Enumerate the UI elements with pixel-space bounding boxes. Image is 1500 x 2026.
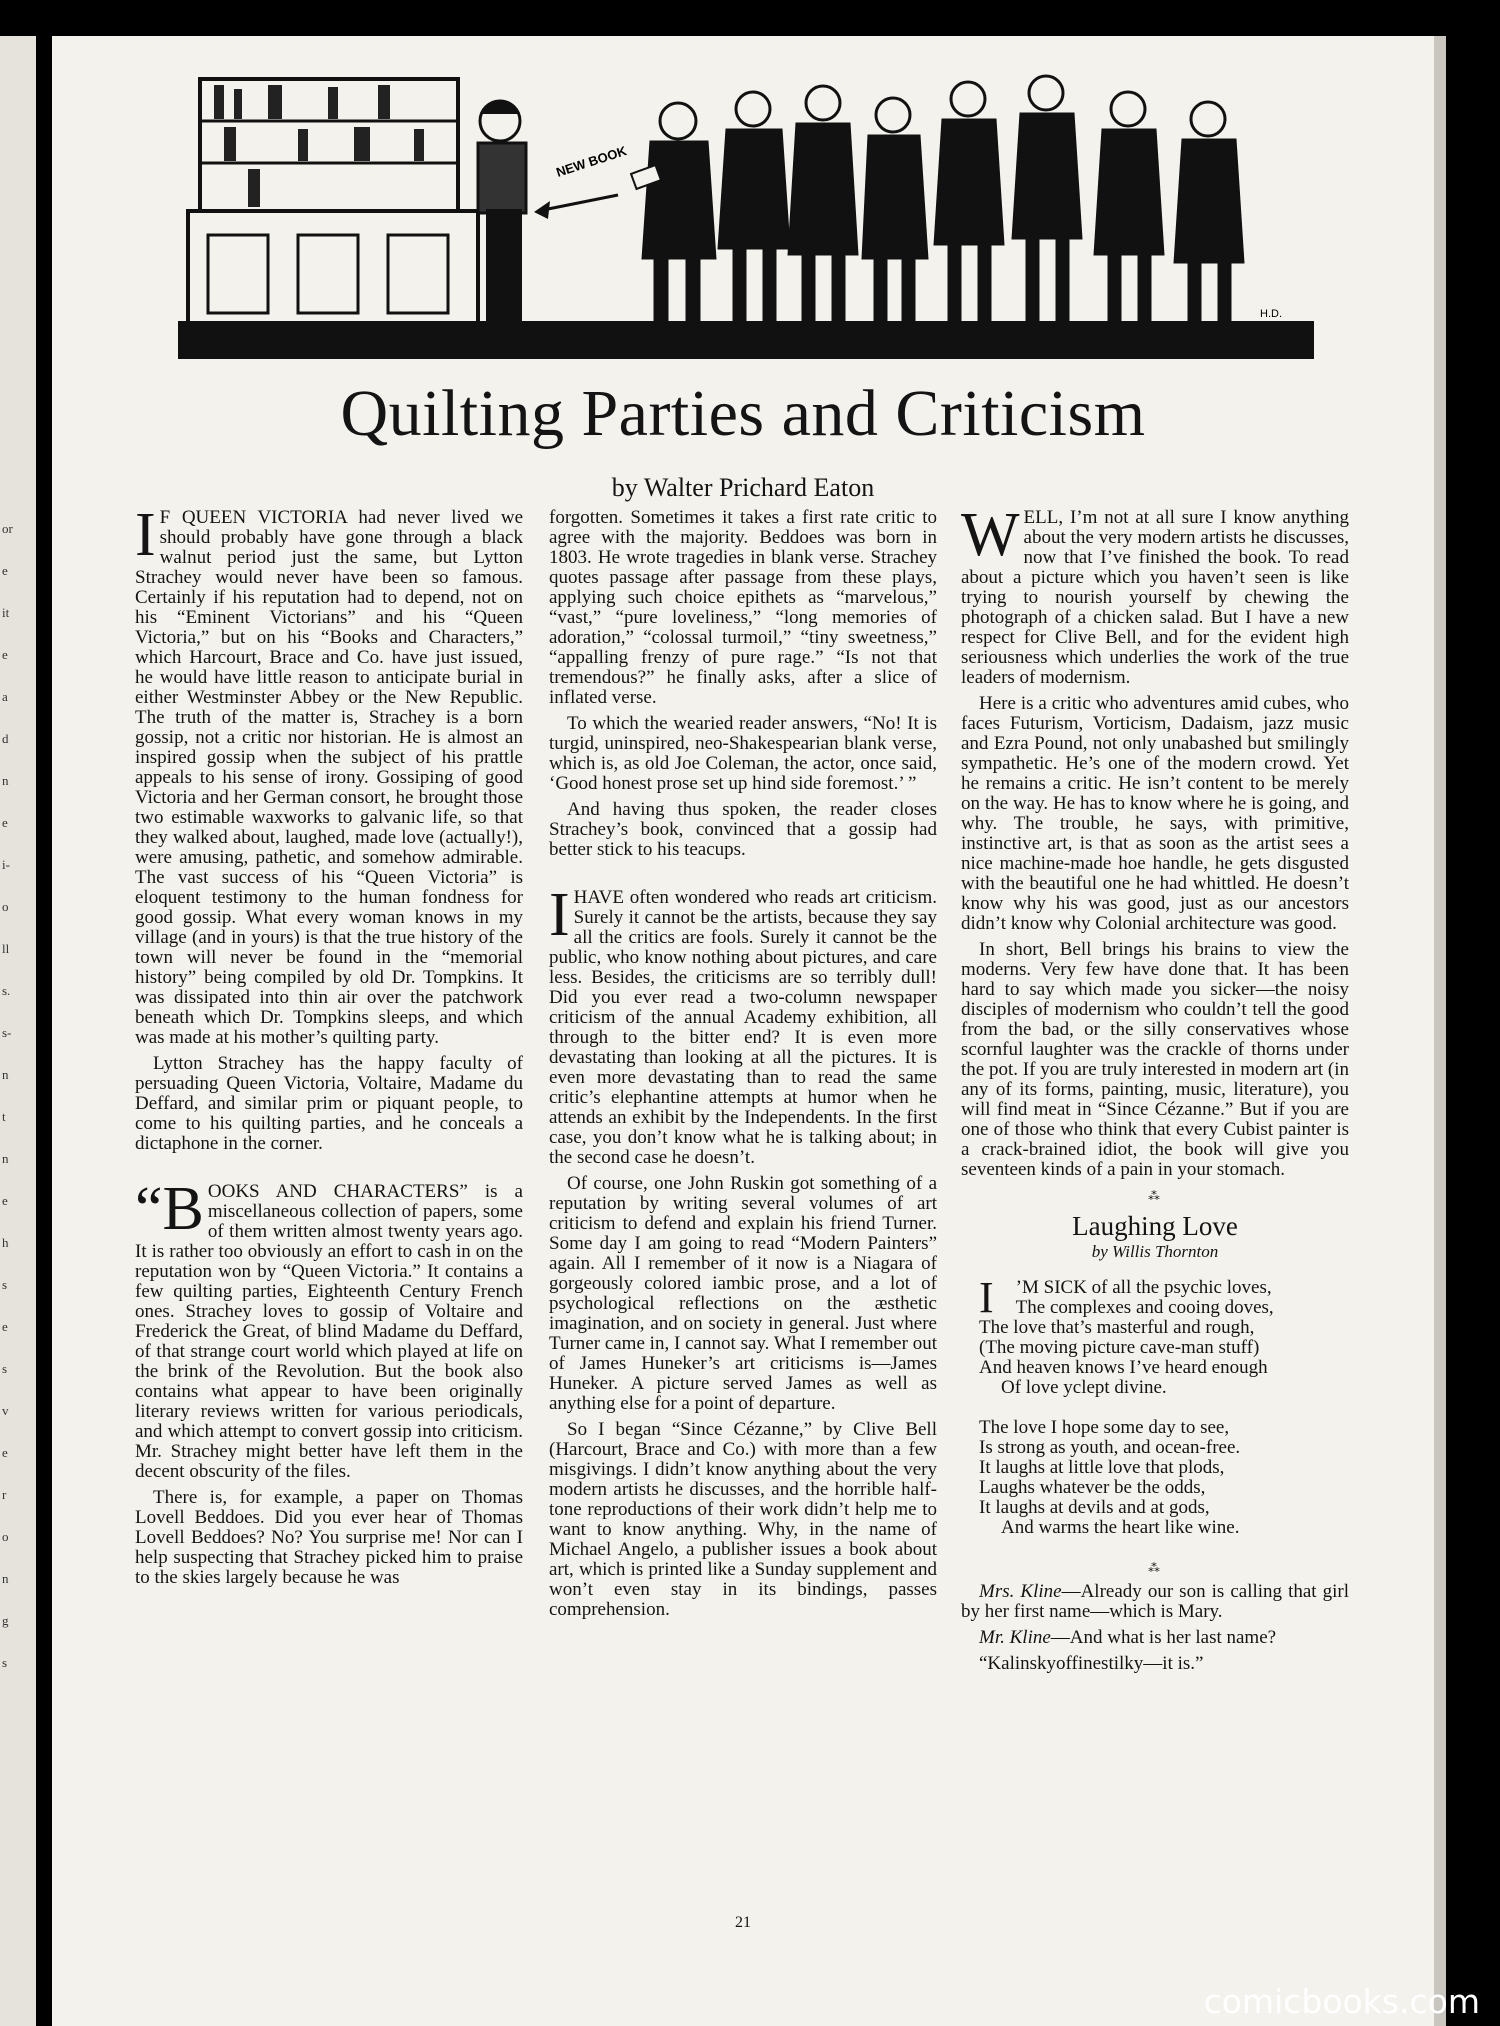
drop-cap: I <box>979 1273 994 1322</box>
speaker: Mr. Kline <box>979 1627 1051 1648</box>
poem-line: It laughs at little love that plods, <box>979 1457 1225 1478</box>
paragraph: Of course, one John Ruskin got something of a reputation by writing several volumes of art criticism to defend and explain his friend Turner. Some day I am going to read “Modern Painters” again. All I remember of it now is a Niagara of gorgeously colored iambic prose, and a lot of psychological reflections on the æsthetic imagination, and on society in general. Just where Turner came in, I cannot say. What I remember out of James Huneker’s art criticisms is—James Huneker. A picture served James as well as anything else for a point of departure. <box>549 1173 937 1414</box>
margin-letter: e <box>2 1445 8 1460</box>
margin-letter: n <box>2 1067 9 1082</box>
margin-letter: s. <box>2 983 11 998</box>
paragraph-text: HAVE often wondered who reads art criticism. Surely it cannot be the artists, because they say all the critics are fools. Surely it cannot be the public, who know nothing about pictures, and care less. Besides, the criticisms are so terribly dull! Did you ever read a two-column newspaper criticism of the annual Academy exhibition, all through to the bitter end? It is even more devastating than looking at all the pictures. It is even more devastating than to read the same critic’s elephantine attempts at humor when he attends an exhibit by the Independents. In the first case, you don’t know what he is talking about; in the second case he doesn’t. <box>549 887 937 1168</box>
drop-cap: W <box>961 501 1020 569</box>
margin-letter: ll <box>2 941 10 956</box>
drop-cap: I <box>135 501 156 569</box>
margin-letter: s <box>2 1361 8 1376</box>
margin-letter: e <box>2 1319 8 1334</box>
text-column-3 <box>961 501 1349 1680</box>
poem-line: And warms the heart like wine. <box>1001 1517 1240 1538</box>
margin-letter: t <box>2 1109 6 1124</box>
poem-stanza <box>961 1273 1349 1398</box>
margin-letter: e <box>2 815 8 830</box>
margin-letter: h <box>2 1235 9 1250</box>
margin-letter: i- <box>2 857 10 872</box>
joke-text: —Already our son is calling that girl by her first name—which is Mary. <box>961 1581 1349 1622</box>
article-title: Quilting Parties and Criticism <box>340 377 1146 450</box>
margin-letter: d <box>2 731 9 746</box>
paragraph: Lytton Strachey has the happy faculty of persuading Queen Victoria, Voltaire, Madame du Deffard, and similar prim or piquant people, to come to his quilting parties, and he conceals a dictaphone in the corner. <box>135 1053 523 1154</box>
left-page-edge <box>0 36 36 2026</box>
poem-line: (The moving picture cave-man stuff) <box>979 1337 1260 1358</box>
margin-letter: r <box>2 1487 7 1502</box>
margin-letter: it <box>2 605 10 620</box>
poem-byline: by Willis Thornton <box>1091 1242 1219 1261</box>
text-column-2 <box>549 508 937 1626</box>
paragraph: There is, for example, a paper on Thomas Lovell Beddoes. Did you ever hear of Thomas Lovell Beddoes? No? You surprise me! Nor can I help suspecting that Strachey picked him to praise to the skies largely because he was <box>135 1487 523 1588</box>
speaker: Mrs. Kline <box>979 1581 1062 1602</box>
watermark: comicbooks.com <box>1203 1982 1480 2021</box>
margin-letter: s <box>2 1655 8 1670</box>
section-ornament: ⁂ <box>1148 1561 1162 1575</box>
poem-line: It laughs at devils and at gods, <box>979 1497 1210 1518</box>
poem-title: Laughing Love <box>1072 1211 1238 1241</box>
poem-line: The love I hope some day to see, <box>979 1417 1230 1438</box>
paragraph: So I began “Since Cézanne,” by Clive Bell (Harcourt, Brace and Co.) with more than a few misgivings. I didn’t know anything about the very modern artists he discusses, and the horrible half-tone reproductions of their work didn’t help me to want to know anything. Why, in the name of Michael Angelo, a publisher issues a book about art, which is printed like a Sunday supplement and won’t even stay in its bindings, passes comprehension. <box>549 1419 937 1620</box>
section-ornament: ⁂ <box>1148 1189 1162 1203</box>
margin-letter: s- <box>2 1025 12 1040</box>
drop-cap: I <box>549 881 570 949</box>
paragraph <box>135 1175 523 1482</box>
illustration-caption: NEW BOOK <box>554 143 629 180</box>
joke-line <box>961 1628 1349 1648</box>
margin-letter: e <box>2 1193 8 1208</box>
paragraph: forgotten. Sometimes it takes a first rate critic to agree with the majority. Beddoes was born in 1803. He wrote tragedies in blank verse. Strachey quotes passage after passage from these plays, applying such choice epithets as “marvelous,” “vast,” “pure loveliness,” “long memories of adoration,” “colossal turmoil,” “tiny sweetness,” “appalling frenzy of pure rage.” “Is not that tremendous?” he finally asks, after a slice of inflated verse. <box>549 507 937 708</box>
margin-letter: a <box>2 689 8 704</box>
margin-letter: n <box>2 1151 9 1166</box>
paragraph: And having thus spoken, the reader closes Strachey’s book, convinced that a gossip had better stick to his teacups. <box>549 799 937 860</box>
margin-letter: or <box>2 521 13 536</box>
page-gutter <box>1434 36 1446 2026</box>
paragraph-text: OOKS AND CHARACTERS” is a miscellaneous collection of papers, some of them written almost twenty years ago. It is rather too obviously an effort to cash in on the reputation won by “Queen Victoria.” It contains a few quilting parties, Eighteenth Century French ones. Strachey loves to gossip of Voltaire and Frederick the Great, of blind Madame du Deffard, of that strange court world which played at life on the brink of the Revolution. But the book also contains what appear to have been originally literary reviews written for various periodicals, and which attempt to convert gossip into criticism. Mr. Strachey might better have left them in the decent obscurity of the files. <box>135 1181 523 1482</box>
margin-letter: v <box>2 1403 9 1418</box>
header-illustration <box>178 59 1314 359</box>
poem-stanza <box>961 1418 1349 1538</box>
paragraph <box>135 501 523 1048</box>
paragraph: To which the wearied reader answers, “No! It is turgid, uninspired, neo-Shakespearian blank verse, which is, as old Joe Coleman, the actor, once said, ‘Good honest prose set up hind side foremost.’ ” <box>549 713 937 794</box>
paragraph-text: F QUEEN VICTORIA had never lived we should probably have gone through a black walnut period just the same, but Lytton Strachey would never have been so famous. Certainly if his reputation had to depend, not on his “Eminent Victorians” and his “Queen Victoria,” but on his “Books and Characters,” which Harcourt, Brace and Co. have just issued, he would have little reason to anticipate burial in either Westminster Abbey or the New Republic. The truth of the matter is, Strachey is a born gossip, not a critic nor historian. He is almost an inspired gossip when the subject of his prattle appeals to his sense of irony. Gossiping of good Victoria and her German consort, he brought those two estimable waxworks to galvanic life, so that they walked about, laughed, made love (actually!), were amusing, pathetic, and somehow admirable. The vast success of his “Queen Victoria” is eloquent testimony to the human fondness for good gossip. What every woman knows in my village (and in yours) is that the true history of the town will never be found in the “memorial history” being compiled by old Dr. Tompkins. It was dissipated into thin air over the patchwork beneath which Dr. Tompkins sleeps, and which was made at his mother’s quilting party. <box>135 507 523 1048</box>
joke-text: —And what is her last name? <box>1050 1627 1277 1648</box>
poem-line: The love that’s masterful and rough, <box>979 1317 1255 1338</box>
paragraph-text: ELL, I’m not at all sure I know anything about the very modern artists he discusses, now that I’ve finished the book. To read about a picture which you haven’t seen is like trying to nourish yourself by chewing the photograph of a chicken salad. But I have a new respect for Clive Bell, and for the evident high seriousness which underlies the work of the true leaders of modernism. <box>961 507 1349 688</box>
artist-signature: H.D. <box>1260 308 1282 320</box>
margin-letter: e <box>2 563 8 578</box>
drop-cap: “B <box>135 1175 204 1243</box>
poem <box>961 1273 1349 1538</box>
page-number: 21 <box>735 1914 751 1931</box>
margin-letter: o <box>2 899 9 914</box>
magazine-page <box>52 36 1434 2026</box>
text-column-1 <box>135 501 523 1594</box>
margin-letter: n <box>2 1571 9 1586</box>
poem-line: Laughs whatever be the odds, <box>979 1477 1206 1498</box>
paragraph: Here is a critic who adventures amid cubes, who faces Futurism, Vorticism, Dadaism, jazz music and Ezra Pound, not only unabashed but smilingly sympathetic. He’s one of the modern crowd. Yet he remains a critic. He isn’t content to be merely on the way. He has to know where he is going, and why. The trouble, he says, with primitive, instinctive art, is that as soon as the artist sees a nice machine-made hoe handle, he gets disgusted with the beautiful one he had whittled. He doesn’t know why his was good, just as our ancestors didn’t know why Colonial architecture was good. <box>961 693 1349 934</box>
joke-line: “Kalinskyoffinestilky—it is.” <box>979 1653 1204 1674</box>
paragraph <box>961 501 1349 688</box>
margin-letter: n <box>2 773 9 788</box>
paragraph: In short, Bell brings his brains to view the moderns. Very few have done that. It has been hard to say which made you sicker—the noisy disciples of modernism who couldn’t tell the good from the bad, or the silly conservatives whose scornful laughter was the crackle of thorns under the pot. If you are truly interested in modern art (in any of its forms, painting, music, literature), you will find meat in “Since Cézanne.” But if you are one of those who think that every Cubist painter is a crack-brained idiot, the book will give you seventeen kinds of a pain in your stomach. <box>961 939 1349 1180</box>
margin-letter: o <box>2 1529 9 1544</box>
article-byline: by Walter Prichard Eaton <box>611 473 875 502</box>
paragraph <box>549 881 937 1168</box>
poem-line-text: ’M SICK of all the psychic loves, <box>1015 1277 1272 1298</box>
poem-line: The complexes and cooing doves, <box>1015 1297 1274 1318</box>
poem-line: And heaven knows I’ve heard enough <box>979 1357 1268 1378</box>
margin-letter: g <box>2 1613 9 1628</box>
margin-letter: e <box>2 647 8 662</box>
poem-line: Of love yclept divine. <box>1001 1377 1167 1398</box>
poem-line: Is strong as youth, and ocean-free. <box>979 1437 1241 1458</box>
margin-letter: s <box>2 1277 8 1292</box>
joke-line <box>961 1582 1349 1622</box>
